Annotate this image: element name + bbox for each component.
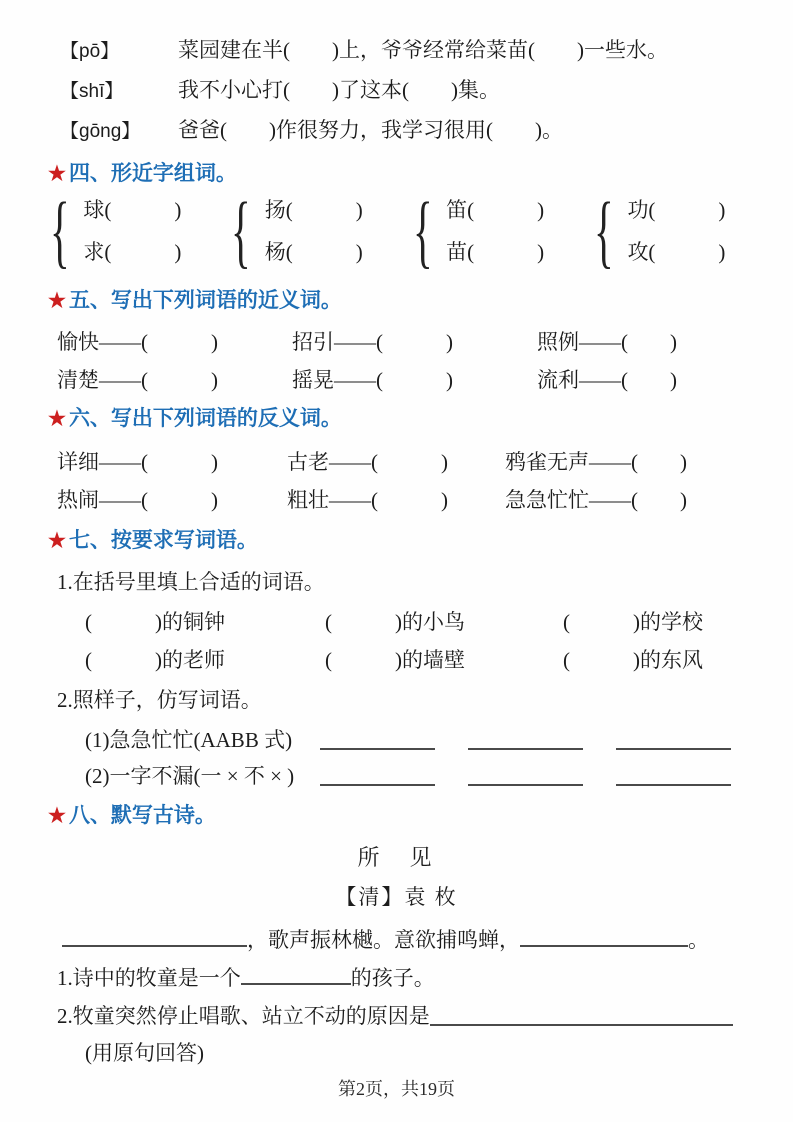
page-indicator: 第2页，共19页 — [338, 1079, 455, 1099]
star-icon: ★ — [48, 805, 66, 827]
pinyin-label: 【gōng】 — [60, 121, 141, 142]
poem-title: 所 见 — [357, 845, 436, 870]
pinyin-label: 【pō】 — [60, 41, 120, 62]
imitate-label: (1)急急忙忙(AABB 式) — [85, 728, 293, 752]
char-group — [50, 185, 182, 276]
char-blank: 扬( ) — [264, 198, 363, 222]
poem-question-1 — [57, 964, 435, 992]
section-title: 六、写出下列词语的反义词。 — [68, 406, 342, 430]
char-blank: 笛( ) — [446, 198, 545, 222]
blank-line — [320, 730, 435, 750]
char-blank: 功( ) — [627, 198, 726, 222]
blank-line — [520, 927, 688, 947]
pinyin-label: 【shī】 — [60, 81, 124, 102]
synonym-item: 摇晃——( ) — [292, 368, 453, 392]
pinyin-row — [60, 36, 668, 66]
phrase-row — [85, 608, 703, 636]
char-group — [594, 185, 726, 276]
antonym-item: 鸦雀无声——( ) — [505, 450, 687, 474]
sub-question-label: 1.在括号里填上合适的词语。 — [57, 570, 325, 594]
poem-question-2 — [57, 1002, 733, 1030]
synonym-row — [57, 328, 677, 356]
char-group — [412, 185, 545, 276]
antonym-row — [57, 486, 687, 514]
antonym-row — [57, 448, 687, 476]
brace-icon: { — [412, 185, 433, 276]
synonym-item: 流利——( ) — [537, 368, 677, 392]
synonym-item: 清楚——( ) — [57, 368, 218, 392]
antonym-item: 古老——( ) — [287, 450, 448, 474]
imitate-row — [85, 726, 764, 754]
star-icon: ★ — [48, 163, 66, 185]
section-four-header — [48, 159, 237, 188]
char-blank: 球( ) — [83, 198, 182, 222]
star-icon: ★ — [48, 530, 66, 552]
synonym-item: 招引——( ) — [292, 330, 453, 354]
poem-text: ，歌声振林樾。意欲捕鸣蝉， — [247, 928, 520, 952]
char-blank: 求( ) — [83, 240, 182, 264]
synonym-item: 愉快——( ) — [57, 330, 218, 354]
poem-period: 。 — [688, 928, 709, 952]
synonym-item: 照例——( ) — [537, 330, 677, 354]
imitate-row — [85, 762, 764, 790]
blank-line — [616, 766, 731, 786]
pinyin-sentence: 爸爸( )作很努力，我学习很用( )。 — [178, 118, 563, 142]
phrase-item: ( )的东风 — [563, 648, 703, 672]
pinyin-sentence: 我不小心打( )了这本( )集。 — [178, 78, 500, 102]
blank-line — [468, 766, 583, 786]
blank-line — [62, 927, 247, 947]
imitate-label: (2)一字不漏(一 × 不 × ) — [85, 764, 295, 788]
star-icon: ★ — [48, 408, 66, 430]
section-seven-header — [48, 526, 258, 555]
brace-icon: { — [594, 185, 614, 276]
phrase-item: ( )的小鸟 — [325, 610, 465, 634]
question-note: (用原句回答) — [85, 1041, 204, 1065]
question-text: 的孩子。 — [350, 966, 435, 990]
char-blank: 杨( ) — [264, 240, 363, 264]
char-blank: 苗( ) — [446, 240, 545, 264]
phrase-row — [85, 646, 703, 674]
synonym-row — [57, 366, 677, 394]
antonym-item: 热闹——( ) — [57, 488, 218, 512]
blank-line — [616, 730, 731, 750]
char-group — [231, 185, 363, 276]
pinyin-row — [60, 76, 500, 106]
sub-question-label: 2.照样子，仿写词语。 — [57, 688, 262, 712]
pinyin-sentence: 菜园建在半( )上，爷爷经常给菜苗( )一些水。 — [178, 38, 668, 62]
antonym-item: 急急忙忙——( ) — [505, 488, 687, 512]
brace-icon: { — [50, 185, 70, 276]
blank-line — [430, 1006, 733, 1026]
phrase-item: ( )的老师 — [85, 648, 225, 672]
phrase-item: ( )的墙壁 — [325, 648, 465, 672]
blank-line — [320, 766, 435, 786]
brace-icon: { — [231, 185, 252, 276]
section-title: 八、默写古诗。 — [68, 803, 216, 827]
formation-groups — [50, 185, 726, 276]
section-eight-header — [48, 801, 216, 830]
poem-line — [62, 926, 709, 954]
phrase-item: ( )的学校 — [563, 610, 703, 634]
section-title: 七、按要求写词语。 — [68, 528, 258, 552]
antonym-item: 详细——( ) — [57, 450, 218, 474]
phrase-item: ( )的铜钟 — [85, 610, 225, 634]
antonym-item: 粗壮——( ) — [287, 488, 448, 512]
section-title: 四、形近字组词。 — [68, 161, 237, 185]
blank-line — [468, 730, 583, 750]
poem-author: 【清】袁 枚 — [335, 885, 458, 909]
pinyin-row — [60, 116, 563, 146]
section-six-header — [48, 404, 342, 433]
question-text: 1.诗中的牧童是一个 — [57, 966, 241, 990]
star-icon: ★ — [48, 290, 66, 312]
section-title: 五、写出下列词语的近义词。 — [68, 288, 342, 312]
blank-line — [241, 965, 351, 985]
char-blank: 攻( ) — [627, 240, 726, 264]
section-five-header — [48, 286, 342, 315]
question-text: 2.牧童突然停止唱歌、站立不动的原因是 — [57, 1004, 430, 1028]
